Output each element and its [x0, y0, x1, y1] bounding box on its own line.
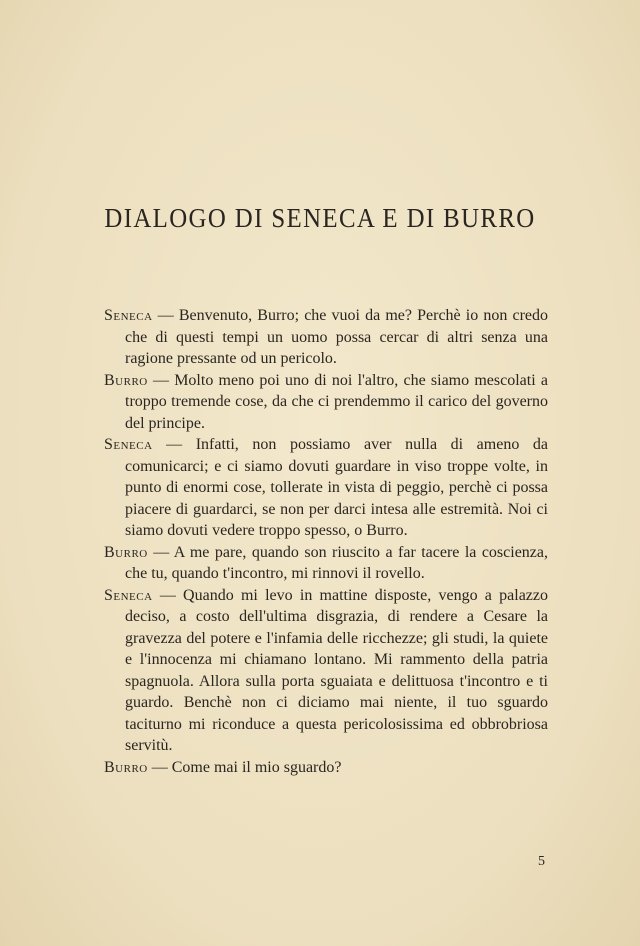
speech-text: — Infatti, non possiamo aver nulla di ameno da comunicarci; e ci siamo dovuti guardare in viso troppe volte, in punto di enormi cose, tollerate in vista di peggio, perchè ci possa piacere di guardarci, se non per darci intesa alle estremità. Noi ci siamo dovuti vedere troppo spesso, o Burro. [125, 436, 548, 539]
speaker-name: Burro [104, 758, 148, 776]
dialogue-text [104, 305, 548, 778]
speech-2 [104, 370, 548, 435]
speaker-name: Burro [104, 371, 148, 389]
speech-4 [104, 542, 548, 585]
speaker-name: Burro [104, 543, 148, 561]
page-title: DIALOGO DI SENECA E DI BURRO [104, 203, 536, 233]
speech-text: — A me pare, quando son riuscito a far tacere la coscienza, che tu, quando t'incontro, mi rinnovi il rovello. [125, 543, 549, 582]
speech-1 [104, 305, 548, 370]
page-number: 5 [538, 854, 545, 869]
speaker-name: Seneca [104, 586, 153, 604]
speaker-name: Seneca [104, 436, 153, 453]
speech-3 [104, 434, 548, 542]
speech-text: — Benvenuto, Burro; che vuoi da me? Perchè io non credo che di questi tempi un uomo possa cercar di altri senza una ragione pressante od un pericolo. [125, 307, 549, 367]
speech-text: — Come mai il mio sguardo? [151, 758, 342, 776]
speaker-name: Seneca [104, 307, 153, 324]
speech-text: — Quando mi levo in mattine disposte, vengo a palazzo deciso, a costo dell'ultima disgrazia, di rendere a Cesare la gravezza del potere e l'infamia delle ricchezze; gli studi, la quiete e l'innocenza mi chiamano lontano. Mi rammento della patria spagnuola. Allora sulla porta sguaiata e delittuosa t'incontro e ti guardo. Benchè non ci diciamo mai niente, il tuo sguardo taciturno mi riconduce a questa pericolosissima ed obbrobriosa servitù. [125, 586, 549, 754]
speech-6 [104, 757, 548, 779]
speech-5 [104, 585, 548, 757]
speech-text: — Molto meno poi uno di noi l'altro, che siamo mescolati a troppo tremende cose, da che ci prendemmo il carico del governo del principe. [125, 371, 549, 432]
